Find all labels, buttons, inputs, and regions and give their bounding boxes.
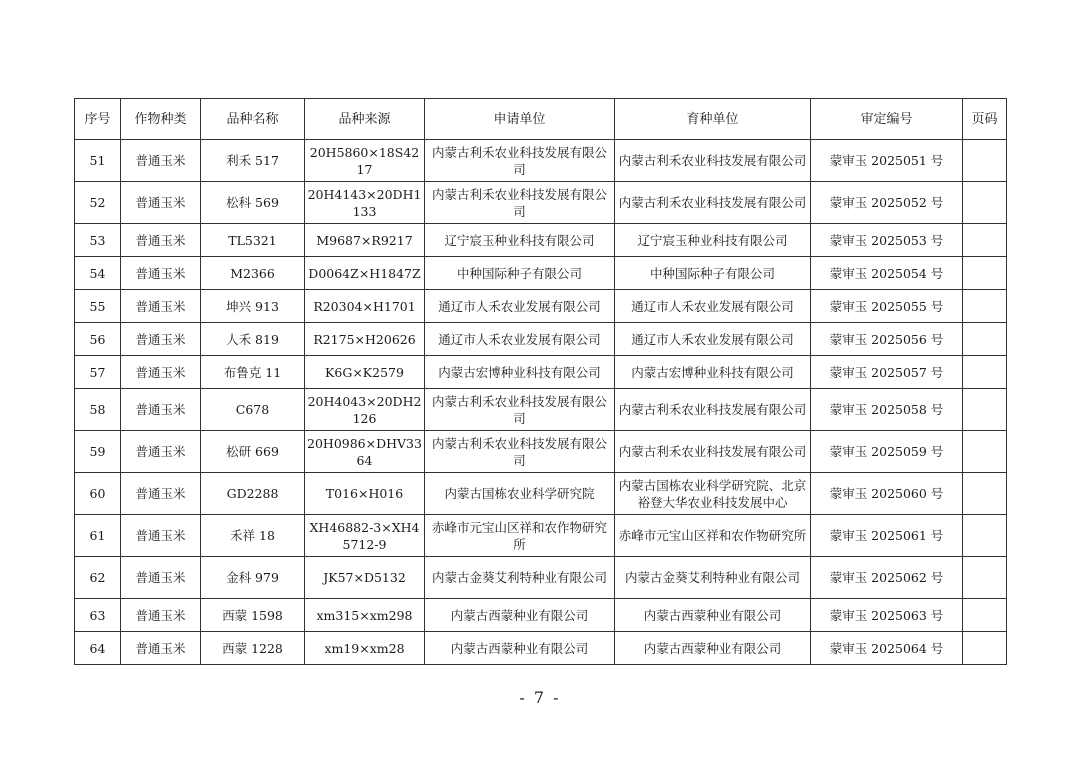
cell-breeder: 内蒙古利禾农业科技发展有限公司 — [615, 140, 811, 182]
cell-source: xm19×xm28 — [305, 632, 425, 665]
header-crop: 作物种类 — [121, 99, 201, 140]
cell-page — [963, 140, 1007, 182]
cell-no: 56 — [75, 323, 121, 356]
cell-source: K6G×K2579 — [305, 356, 425, 389]
table-row — [75, 290, 1007, 323]
cell-crop: 普通玉米 — [121, 323, 201, 356]
cell-crop: 普通玉米 — [121, 140, 201, 182]
cell-code: 蒙审玉 2025056 号 — [811, 323, 963, 356]
cell-source: D0064Z×H1847Z — [305, 257, 425, 290]
cell-variety: TL5321 — [201, 224, 305, 257]
header-breeder: 育种单位 — [615, 99, 811, 140]
cell-variety: C678 — [201, 389, 305, 431]
table-row — [75, 515, 1007, 557]
cell-variety: 松研 669 — [201, 431, 305, 473]
cell-crop: 普通玉米 — [121, 356, 201, 389]
cell-code: 蒙审玉 2025052 号 — [811, 182, 963, 224]
cell-applicant: 通辽市人禾农业发展有限公司 — [425, 290, 615, 323]
cell-breeder: 通辽市人禾农业发展有限公司 — [615, 323, 811, 356]
cell-page — [963, 257, 1007, 290]
header-code: 审定编号 — [811, 99, 963, 140]
cell-applicant: 内蒙古国栋农业科学研究院 — [425, 473, 615, 515]
cell-source: 20H5860×18S4217 — [305, 140, 425, 182]
cell-variety: 利禾 517 — [201, 140, 305, 182]
cell-page — [963, 431, 1007, 473]
cell-code: 蒙审玉 2025059 号 — [811, 431, 963, 473]
cell-page — [963, 599, 1007, 632]
cell-breeder: 内蒙古宏博种业科技有限公司 — [615, 356, 811, 389]
table-row — [75, 632, 1007, 665]
cell-code: 蒙审玉 2025062 号 — [811, 557, 963, 599]
table-row — [75, 257, 1007, 290]
table-row — [75, 224, 1007, 257]
cell-code: 蒙审玉 2025051 号 — [811, 140, 963, 182]
table-header-row — [75, 99, 1007, 140]
cell-applicant: 通辽市人禾农业发展有限公司 — [425, 323, 615, 356]
cell-applicant: 内蒙古利禾农业科技发展有限公司 — [425, 182, 615, 224]
cell-applicant: 内蒙古西蒙种业有限公司 — [425, 632, 615, 665]
cell-variety: M2366 — [201, 257, 305, 290]
cell-source: JK57×D5132 — [305, 557, 425, 599]
cell-code: 蒙审玉 2025063 号 — [811, 599, 963, 632]
cell-source: xm315×xm298 — [305, 599, 425, 632]
cell-variety: 人禾 819 — [201, 323, 305, 356]
cell-source: R20304×H1701 — [305, 290, 425, 323]
cell-source: 20H4143×20DH1133 — [305, 182, 425, 224]
cell-crop: 普通玉米 — [121, 557, 201, 599]
cell-breeder: 内蒙古利禾农业科技发展有限公司 — [615, 431, 811, 473]
cell-breeder: 内蒙古利禾农业科技发展有限公司 — [615, 389, 811, 431]
table-row — [75, 389, 1007, 431]
cell-crop: 普通玉米 — [121, 257, 201, 290]
table-row — [75, 599, 1007, 632]
header-source: 品种来源 — [305, 99, 425, 140]
cell-breeder: 内蒙古西蒙种业有限公司 — [615, 599, 811, 632]
cell-applicant: 内蒙古利禾农业科技发展有限公司 — [425, 140, 615, 182]
cell-page — [963, 224, 1007, 257]
table-row — [75, 473, 1007, 515]
cell-applicant: 内蒙古宏博种业科技有限公司 — [425, 356, 615, 389]
cell-page — [963, 290, 1007, 323]
cell-applicant: 中种国际种子有限公司 — [425, 257, 615, 290]
cell-applicant: 内蒙古金葵艾利特种业有限公司 — [425, 557, 615, 599]
cell-page — [963, 323, 1007, 356]
cell-variety: GD2288 — [201, 473, 305, 515]
cell-no: 53 — [75, 224, 121, 257]
cell-breeder: 内蒙古利禾农业科技发展有限公司 — [615, 182, 811, 224]
cell-no: 54 — [75, 257, 121, 290]
cell-applicant: 内蒙古利禾农业科技发展有限公司 — [425, 389, 615, 431]
cell-crop: 普通玉米 — [121, 389, 201, 431]
cell-crop: 普通玉米 — [121, 431, 201, 473]
cell-no: 64 — [75, 632, 121, 665]
cell-page — [963, 182, 1007, 224]
cell-variety: 松科 569 — [201, 182, 305, 224]
cell-no: 55 — [75, 290, 121, 323]
cell-no: 63 — [75, 599, 121, 632]
cell-page — [963, 389, 1007, 431]
cell-applicant: 赤峰市元宝山区祥和农作物研究所 — [425, 515, 615, 557]
cell-page — [963, 356, 1007, 389]
table-row — [75, 323, 1007, 356]
cell-code: 蒙审玉 2025058 号 — [811, 389, 963, 431]
cell-no: 51 — [75, 140, 121, 182]
variety-approval-table — [74, 98, 1007, 665]
cell-applicant: 辽宁宸玉种业科技有限公司 — [425, 224, 615, 257]
cell-breeder: 通辽市人禾农业发展有限公司 — [615, 290, 811, 323]
cell-page — [963, 473, 1007, 515]
cell-crop: 普通玉米 — [121, 632, 201, 665]
cell-variety: 西蒙 1598 — [201, 599, 305, 632]
cell-crop: 普通玉米 — [121, 473, 201, 515]
cell-source: 20H4043×20DH2126 — [305, 389, 425, 431]
cell-crop: 普通玉米 — [121, 182, 201, 224]
cell-variety: 坤兴 913 — [201, 290, 305, 323]
header-applicant: 申请单位 — [425, 99, 615, 140]
cell-no: 60 — [75, 473, 121, 515]
cell-no: 52 — [75, 182, 121, 224]
cell-breeder: 内蒙古金葵艾利特种业有限公司 — [615, 557, 811, 599]
cell-variety: 禾祥 18 — [201, 515, 305, 557]
cell-breeder: 内蒙古西蒙种业有限公司 — [615, 632, 811, 665]
cell-breeder: 赤峰市元宝山区祥和农作物研究所 — [615, 515, 811, 557]
cell-code: 蒙审玉 2025054 号 — [811, 257, 963, 290]
cell-code: 蒙审玉 2025064 号 — [811, 632, 963, 665]
cell-source: M9687×R9217 — [305, 224, 425, 257]
cell-variety: 金科 979 — [201, 557, 305, 599]
cell-code: 蒙审玉 2025055 号 — [811, 290, 963, 323]
cell-applicant: 内蒙古利禾农业科技发展有限公司 — [425, 431, 615, 473]
cell-source: 20H0986×DHV3364 — [305, 431, 425, 473]
cell-source: XH46882-3×XH45712-9 — [305, 515, 425, 557]
cell-crop: 普通玉米 — [121, 515, 201, 557]
cell-code: 蒙审玉 2025060 号 — [811, 473, 963, 515]
header-page: 页码 — [963, 99, 1007, 140]
cell-no: 62 — [75, 557, 121, 599]
cell-crop: 普通玉米 — [121, 290, 201, 323]
table-row — [75, 557, 1007, 599]
cell-code: 蒙审玉 2025057 号 — [811, 356, 963, 389]
cell-crop: 普通玉米 — [121, 599, 201, 632]
cell-variety: 布鲁克 11 — [201, 356, 305, 389]
cell-no: 59 — [75, 431, 121, 473]
cell-no: 61 — [75, 515, 121, 557]
cell-source: R2175×H20626 — [305, 323, 425, 356]
header-no: 序号 — [75, 99, 121, 140]
table-row — [75, 140, 1007, 182]
cell-breeder: 中种国际种子有限公司 — [615, 257, 811, 290]
cell-code: 蒙审玉 2025053 号 — [811, 224, 963, 257]
table-row — [75, 356, 1007, 389]
cell-applicant: 内蒙古西蒙种业有限公司 — [425, 599, 615, 632]
cell-page — [963, 557, 1007, 599]
cell-code: 蒙审玉 2025061 号 — [811, 515, 963, 557]
table-row — [75, 431, 1007, 473]
table-body — [75, 140, 1007, 665]
cell-source: T016×H016 — [305, 473, 425, 515]
header-variety: 品种名称 — [201, 99, 305, 140]
cell-page — [963, 632, 1007, 665]
cell-page — [963, 515, 1007, 557]
cell-no: 57 — [75, 356, 121, 389]
cell-breeder: 内蒙古国栋农业科学研究院、北京裕登大华农业科技发展中心 — [615, 473, 811, 515]
cell-variety: 西蒙 1228 — [201, 632, 305, 665]
cell-breeder: 辽宁宸玉种业科技有限公司 — [615, 224, 811, 257]
page-number: - 7 - — [519, 688, 561, 707]
table-row — [75, 182, 1007, 224]
cell-crop: 普通玉米 — [121, 224, 201, 257]
cell-no: 58 — [75, 389, 121, 431]
